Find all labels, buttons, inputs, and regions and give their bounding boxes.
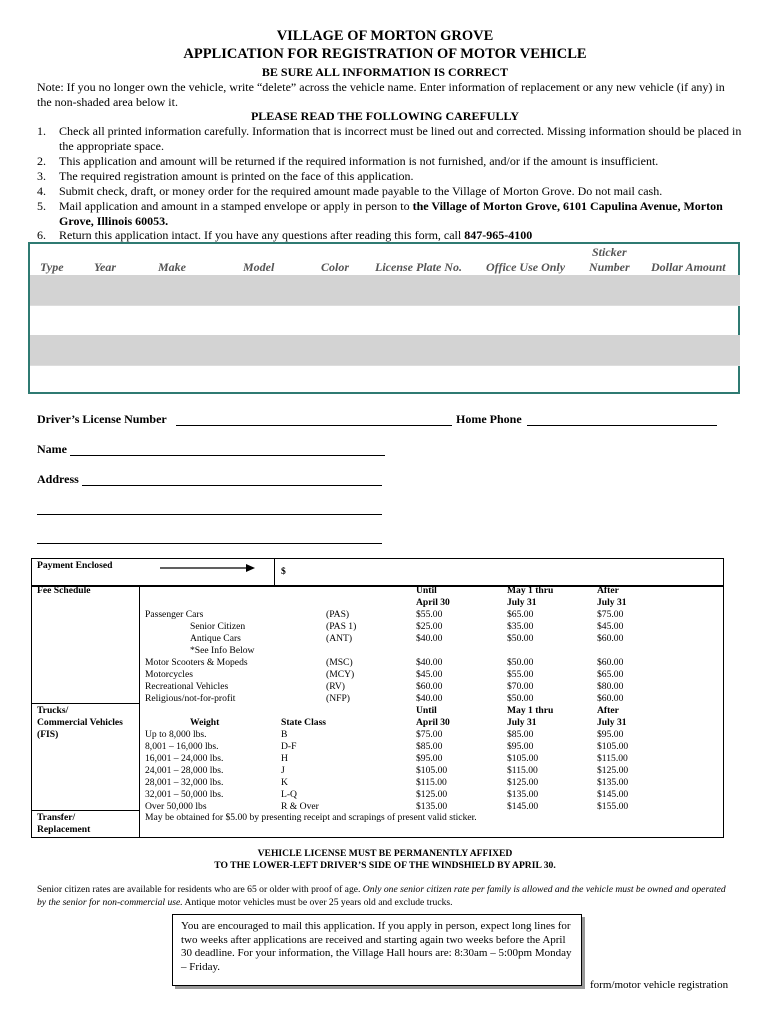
truck-classes-column <box>281 729 319 813</box>
fee-value: $135.00 <box>507 789 539 800</box>
weight-header: Weight <box>190 717 220 728</box>
senior-info-italic: Only one senior citizen rate per family is allowed and the vehicle must be owned and operated by the senior for non-commercial use. <box>37 884 726 908</box>
truck-weight: 24,001 – 28,000 lbs. <box>145 765 224 776</box>
col-header-after <box>597 585 627 609</box>
fee-value: $45.00 <box>416 669 443 680</box>
truck-after-column <box>597 729 628 813</box>
col-header-line: After <box>597 705 619 716</box>
truck-class: J <box>281 765 285 776</box>
vehicle-codes-column <box>326 609 356 705</box>
fee-value: $125.00 <box>597 765 629 776</box>
fee-value: $125.00 <box>507 777 539 788</box>
col-header-line: May 1 thru <box>507 705 554 716</box>
windshield-notice-line1: VEHICLE LICENSE MUST BE PERMANENTLY AFFIXED <box>257 848 513 859</box>
fee-value: $50.00 <box>507 633 534 644</box>
col-header-line: After <box>597 585 619 596</box>
fee-value: $75.00 <box>416 729 443 740</box>
fee-value: $145.00 <box>597 789 629 800</box>
vehicle-type: Senior Citizen <box>190 621 246 632</box>
fee-value: $105.00 <box>597 741 629 752</box>
header-office-use: Office Use Only <box>486 260 566 274</box>
fee-schedule-label: Fee Schedule <box>37 585 91 596</box>
truck-weight: 28,001 – 32,000 lbs. <box>145 777 224 788</box>
vehicle-type: Motor Scooters & Mopeds <box>145 657 248 668</box>
drivers-license-label: Driver’s License Number <box>37 412 167 426</box>
fee-value: $125.00 <box>416 789 448 800</box>
transfer-label <box>37 812 90 836</box>
fee-value: $95.00 <box>416 753 443 764</box>
payment-dollar-sign: $ <box>281 566 286 577</box>
transfer-label-line: Replacement <box>37 824 91 835</box>
fee-value: $60.00 <box>597 693 624 704</box>
instruction-text <box>59 199 729 229</box>
vehicle-type: Antique Cars <box>190 633 241 644</box>
transfer-text: May be obtained for $5.00 by presenting receipt and scrapings of present valid sticker. <box>145 812 477 823</box>
fee-value: $40.00 <box>416 693 443 704</box>
fee-value <box>416 645 442 657</box>
vehicle-row-shaded <box>30 275 740 305</box>
fee-value: $40.00 <box>416 633 443 644</box>
fee-value: $60.00 <box>597 633 624 644</box>
instruction-number: 6. <box>37 228 46 242</box>
fee-value: $75.00 <box>597 609 624 620</box>
vehicle-type: Passenger Cars <box>145 609 204 620</box>
vehicle-types-column <box>145 609 254 705</box>
note-text: Note: If you no longer own the vehicle, write “delete” across the vehicle name. Enter information of replacement or any new vehicle (if any) in the non-shaded area below it. <box>37 80 725 109</box>
vehicle-row-entry[interactable] <box>30 305 740 336</box>
home-phone-label: Home Phone <box>456 412 522 426</box>
transfer-label-line: Transfer/ <box>37 812 76 823</box>
payment-label: Payment Enclosed <box>37 560 113 571</box>
section-divider <box>31 810 140 811</box>
windshield-notice-line2: TO THE LOWER-LEFT DRIVER’S SIDE OF THE WINDSHIELD BY APRIL 30. <box>214 860 556 871</box>
form-subtitle: APPLICATION FOR REGISTRATION OF MOTOR VEHICLE <box>183 46 587 62</box>
trucks-label <box>37 705 123 741</box>
instruction-text <box>59 228 759 243</box>
phone-number: 847-965-4100 <box>464 228 533 242</box>
address-label: Address <box>37 472 79 486</box>
col-header-line: April 30 <box>416 717 450 728</box>
truck-class: R & Over <box>281 801 319 812</box>
header-type: Type <box>40 260 64 274</box>
trucks-label-line: Trucks/ <box>37 705 69 716</box>
truck-class: H <box>281 753 288 764</box>
instruction-text: The required registration amount is printed on the face of this application. <box>59 169 414 183</box>
col-header-line: July 31 <box>597 597 627 608</box>
form-footer: form/motor vehicle registration <box>590 979 729 991</box>
fee-schedule-divider <box>139 585 140 837</box>
address-field[interactable] <box>82 484 382 486</box>
col-header-may <box>507 585 553 609</box>
fee-value: $135.00 <box>416 801 448 812</box>
senior-citizen-info <box>37 883 737 909</box>
vehicle-type: Religious/not-for-profit <box>145 693 236 704</box>
header-sticker: Sticker <box>592 245 627 259</box>
fee-value: $115.00 <box>597 753 628 764</box>
truck-weight: 16,001 – 24,000 lbs. <box>145 753 224 764</box>
col-header-line: Until <box>416 705 437 716</box>
col-header-line: Until <box>416 585 437 596</box>
mail-info-text: You are encouraged to mail this application. If you apply in person, expect long lines for two weeks after applications are received and starting again two weeks before the April 30 deadline. For your information, the Village Hall hours are: 8:30am – 5:00pm Monday – Friday. <box>181 920 572 973</box>
col-header-line: May 1 thru <box>507 585 554 596</box>
col-header-line: July 31 <box>597 717 627 728</box>
fee-value: $145.00 <box>507 801 539 812</box>
header-make: Make <box>158 260 186 274</box>
instruction-text-plain: Return this application intact. If you have any questions after reading this form, call <box>59 228 465 242</box>
fee-value: $115.00 <box>507 765 538 776</box>
name-field[interactable] <box>70 454 385 456</box>
payment-divider <box>274 558 275 586</box>
fee-value: $65.00 <box>507 609 534 620</box>
village-address: the Village of Morton Grove, 6101 Capulina Avenue, Morton Grove, Illinois 60053. <box>59 199 723 228</box>
fee-value <box>507 645 533 657</box>
vehicle-type: Recreational Vehicles <box>145 681 229 692</box>
trucks-col-header-may <box>507 705 553 729</box>
instruction-text: This application and amount will be returned if the required information is not furnished, and/or if the amount is insufficient. <box>59 154 659 168</box>
fee-value: $85.00 <box>507 729 534 740</box>
correct-notice: BE SURE ALL INFORMATION IS CORRECT <box>261 65 509 79</box>
trucks-col-header-until <box>416 705 450 729</box>
until-fees-column <box>416 609 442 705</box>
fee-value: $65.00 <box>597 669 624 680</box>
address-line-3[interactable] <box>37 542 382 544</box>
fee-value: $115.00 <box>416 777 447 788</box>
state-class-header: State Class <box>281 717 327 728</box>
fee-value: $40.00 <box>416 657 443 668</box>
header-dollar-amount: Dollar Amount <box>651 260 726 274</box>
truck-class: D-F <box>281 741 297 752</box>
arrow-right-icon <box>160 563 255 573</box>
name-label: Name <box>37 442 67 456</box>
truck-class: K <box>281 777 288 788</box>
truck-weight: 8,001 – 16,000 lbs. <box>145 741 219 752</box>
col-header-until <box>416 585 450 609</box>
fee-value: $135.00 <box>597 777 629 788</box>
fee-value: $95.00 <box>597 729 624 740</box>
antique-info-text: Antique motor vehicles must be over 25 years old and exclude trucks. <box>182 897 453 908</box>
home-phone-field[interactable] <box>527 424 717 426</box>
instruction-number: 3. <box>37 169 46 183</box>
fee-value <box>597 645 623 657</box>
fee-value: $45.00 <box>597 621 624 632</box>
instruction-number: 4. <box>37 184 46 198</box>
vehicle-row-entry[interactable] <box>30 365 740 396</box>
after-fees-column <box>597 609 623 705</box>
vehicle-type: *See Info Below <box>190 645 255 656</box>
fee-value: $50.00 <box>507 657 534 668</box>
form-title: VILLAGE OF MORTON GROVE <box>276 28 494 44</box>
header-license-plate: License Plate No. <box>375 260 462 274</box>
fee-value: $155.00 <box>597 801 629 812</box>
fee-value: $25.00 <box>416 621 443 632</box>
instruction-number: 2. <box>37 154 46 168</box>
truck-may-column <box>507 729 538 813</box>
senior-info-text: Senior citizen rates are available for residents who are 65 or older with proof of age. <box>37 884 363 895</box>
vehicle-code: (PAS 1) <box>326 621 357 632</box>
truck-class: B <box>281 729 288 740</box>
fee-value: $55.00 <box>416 609 443 620</box>
col-header-line: July 31 <box>507 597 537 608</box>
section-divider <box>31 703 140 704</box>
please-read-heading: PLEASE READ THE FOLLOWING CAREFULLY <box>250 109 520 123</box>
header-year: Year <box>94 260 116 274</box>
instruction-text: Submit check, draft, or money order for the required amount made payable to the Village of Morton Grove. Do not mail cash. <box>59 184 663 198</box>
instruction-text: Check all printed information carefully. Information that is incorrect must be lined out and corrected. Missing information should be placed in the appropriate space. <box>59 124 742 153</box>
instruction-number: 1. <box>37 124 46 138</box>
vehicle-code <box>326 645 356 657</box>
payment-amount-field[interactable] <box>290 560 718 582</box>
instruction-text-plain: Mail application and amount in a stamped envelope or apply in person to <box>59 199 413 213</box>
trucks-label-line: Commercial Vehicles <box>37 717 123 728</box>
fee-value: $55.00 <box>507 669 534 680</box>
col-header-line: April 30 <box>416 597 450 608</box>
vehicle-code: (RV) <box>326 681 345 692</box>
vehicle-code: (ANT) <box>326 633 353 644</box>
fee-value: $35.00 <box>507 621 534 632</box>
header-number: Number <box>589 260 630 274</box>
truck-weight: Up to 8,000 lbs. <box>145 729 207 740</box>
vehicle-row-shaded <box>30 335 740 365</box>
fee-value: $105.00 <box>416 765 448 776</box>
truck-weight: 32,001 – 50,000 lbs. <box>145 789 224 800</box>
truck-weight: Over 50,000 lbs <box>145 801 207 812</box>
vehicle-type: Motorcycles <box>145 669 193 680</box>
fee-value: $60.00 <box>597 657 624 668</box>
vehicle-code: (MSC) <box>326 657 353 668</box>
fee-value: $70.00 <box>507 681 534 692</box>
vehicle-code: (NFP) <box>326 693 350 704</box>
fee-value: $50.00 <box>507 693 534 704</box>
fee-value: $80.00 <box>597 681 624 692</box>
fee-value: $85.00 <box>416 741 443 752</box>
trucks-col-header-after <box>597 705 627 729</box>
address-line-2[interactable] <box>37 513 382 515</box>
instruction-number: 5. <box>37 199 46 213</box>
fee-value: $95.00 <box>507 741 534 752</box>
header-model: Model <box>243 260 275 274</box>
truck-weights-column <box>145 729 223 813</box>
truck-class: L-Q <box>281 789 297 800</box>
drivers-license-field[interactable] <box>176 424 452 426</box>
header-color: Color <box>321 260 350 274</box>
vehicle-code: (MCY) <box>326 669 355 680</box>
truck-until-column <box>416 729 447 813</box>
col-header-line: July 31 <box>507 717 537 728</box>
trucks-label-line: (FIS) <box>37 729 59 740</box>
vehicle-code: (PAS) <box>326 609 350 620</box>
fee-value: $105.00 <box>507 753 539 764</box>
fee-value: $60.00 <box>416 681 443 692</box>
may-fees-column <box>507 609 533 705</box>
